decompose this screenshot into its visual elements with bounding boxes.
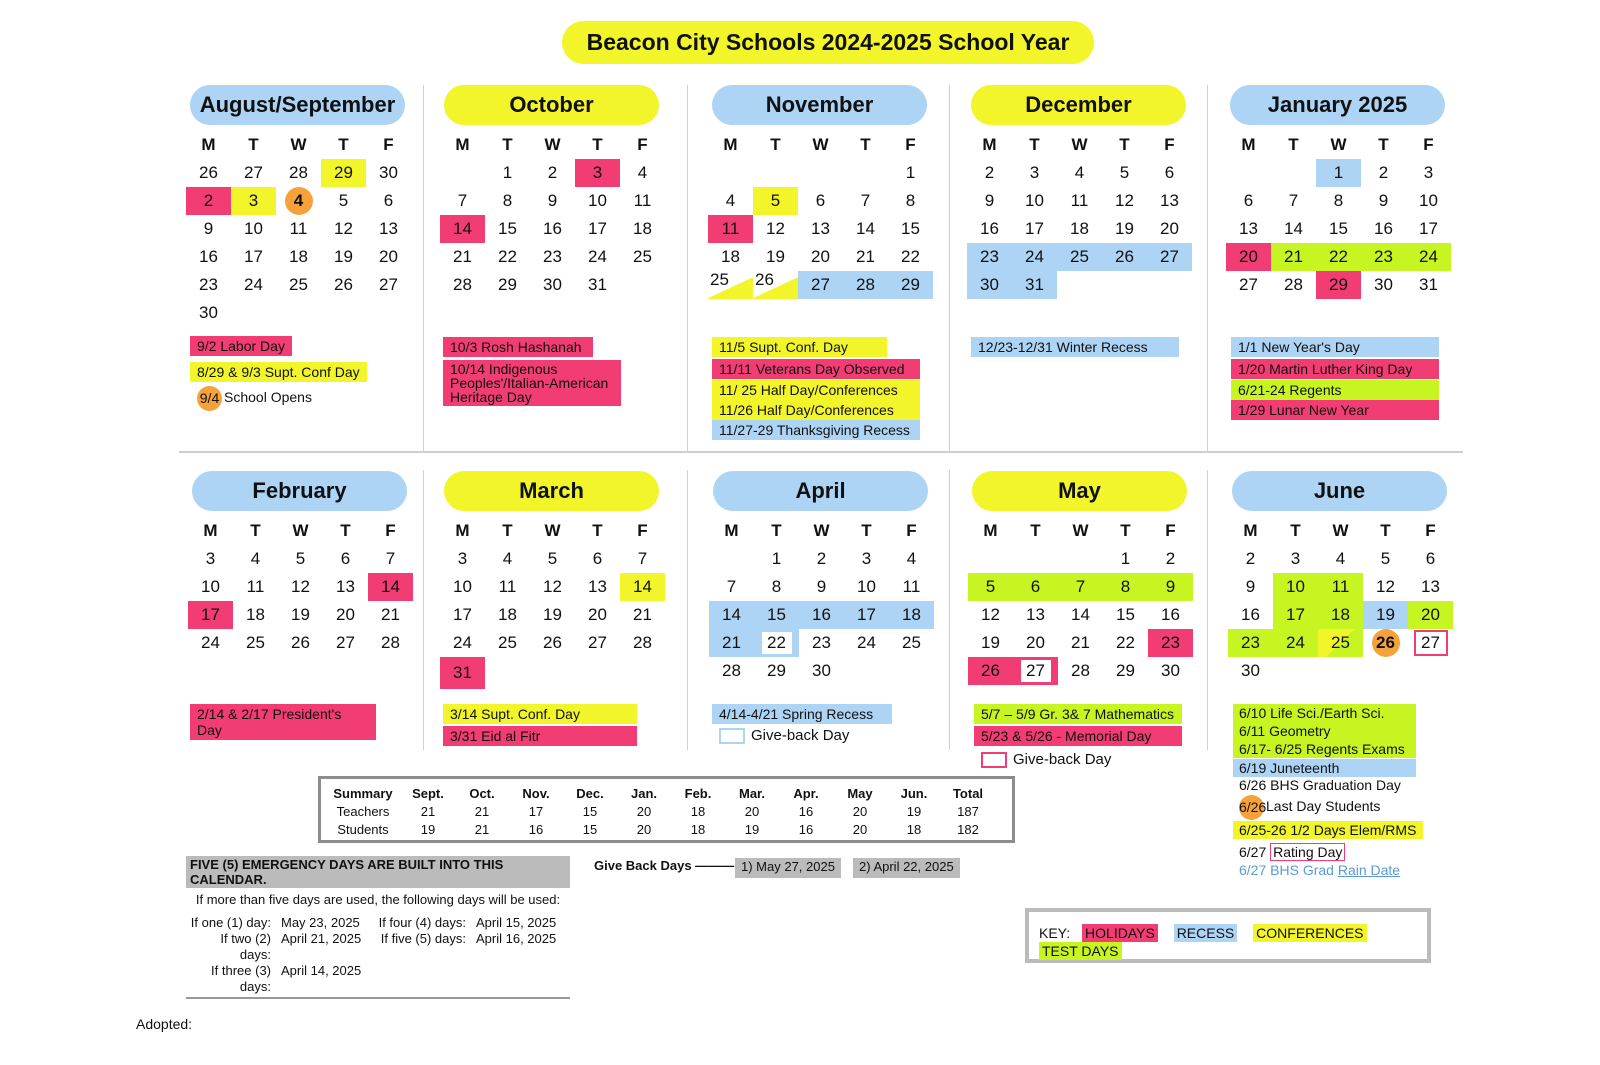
legend-rating-day: 6/27 Rating Day <box>1233 843 1351 861</box>
key-holidays: HOLIDAYS <box>1082 924 1158 942</box>
legend-holiday: 1/29 Lunar New Year <box>1231 400 1439 420</box>
key-label: KEY: <box>1039 925 1071 941</box>
divider <box>949 470 950 750</box>
month-title: February <box>192 471 407 511</box>
month-october <box>440 85 652 299</box>
calendar-grid: M T W T F 1 2 5 6 7 8 9 12 13 14 15 16 19 20 21 22 23 26 27 28 29 30 <box>968 517 1168 685</box>
give-back-label: Give Back Days ——— <box>594 858 735 873</box>
legend-holiday: 10/3 Rosh Hashanah <box>443 337 593 357</box>
calendar-grid: M T W T F 2 3 4 5 6 9 10 11 12 13 16 17 18 19 20 23 24 25 26 27 30 31 <box>967 131 1167 299</box>
legend-conference: 3/14 Supt. Conf. Day <box>443 704 637 724</box>
divider <box>687 85 688 451</box>
legend-holiday: 9/2 Labor Day <box>190 336 292 356</box>
month-title: May <box>972 471 1187 511</box>
legend-holiday: 2/14 & 2/17 President's Day <box>190 704 376 740</box>
legend-test: 6/10 Life Sci./Earth Sci. <box>1233 704 1416 722</box>
legend-conference: 8/29 & 9/3 Supt. Conf Day <box>190 362 367 382</box>
give-back-date-2: 2) April 22, 2025 <box>853 858 960 878</box>
legend-test: 6/21-24 Regents <box>1231 380 1439 400</box>
table-row: Teachers 21 21 17 15 20 18 20 16 20 19 187 <box>336 803 979 819</box>
calendar-grid: M T W T F 1 2 3 6 7 8 9 10 13 14 15 16 17 20 21 22 23 24 27 28 29 30 31 <box>1226 131 1426 299</box>
divider <box>423 470 424 750</box>
legend-holiday: 3/31 Eid al Fitr <box>443 726 637 746</box>
emergency-days <box>186 856 570 999</box>
month-title: April <box>713 471 928 511</box>
legend-recess: 1/1 New Year's Day <box>1231 337 1439 357</box>
legend-conference: 6/25-26 1/2 Days Elem/RMS <box>1233 821 1423 839</box>
key-test-days: TEST DAYS <box>1039 942 1122 960</box>
calendar-grid: M T W T F 3 4 5 6 7 10 11 12 13 14 17 18 19 20 21 24 25 26 27 28 31 <box>440 517 640 689</box>
month-march <box>440 471 652 689</box>
legend-last-day: 6/26Last Day Students <box>1233 794 1386 821</box>
legend-test: 6/17- 6/25 Regents Exams <box>1233 740 1416 758</box>
calendar-grid: M T W T F 2 3 4 5 6 9 10 11 12 13 16 17 18 19 20 23 24 25 26 27 30 <box>1228 517 1428 685</box>
legend-school-opens: 9/4 School Opens <box>190 384 319 413</box>
legend-rain-date: 6/27 BHS Grad Rain Date <box>1239 862 1401 878</box>
calendar-grid: M T W T F 26 27 28 29 30 2 3 4 5 6 9 10 11 12 13 16 17 18 19 20 23 24 25 26 27 30 <box>186 131 386 327</box>
key-recess: RECESS <box>1174 924 1238 942</box>
month-title: December <box>971 85 1186 125</box>
legend-recess: 4/14-4/21 Spring Recess <box>712 704 892 724</box>
summary-table <box>318 776 1015 843</box>
legend-test: 6/11 Geometry <box>1233 722 1416 740</box>
month-title: March <box>444 471 659 511</box>
calendar-grid: M T W T F 1 4 5 6 7 8 11 12 13 14 15 18 19 20 21 22 25 26 27 28 29 <box>708 131 908 299</box>
legend-holiday: 10/14 Indigenous Peoples'/Italian-American Heritage Day <box>443 360 621 406</box>
calendar-grid: M T W T F 3 4 5 6 7 10 11 12 13 14 17 18 19 20 21 24 25 26 27 28 <box>188 517 388 657</box>
key-conferences: CONFERENCES <box>1253 924 1366 942</box>
divider <box>1207 470 1208 750</box>
give-back-date-1: 1) May 27, 2025 <box>735 858 841 878</box>
legend-holiday: 1/20 Martin Luther King Day <box>1231 359 1439 379</box>
emergency-rows: If one (1) day: May 23, 2025 If four (4) days: April 15, 2025 If two (2) days: April 21, 2025 If five (5) days: April 16, 2025 If three (3) days: April 14, 2025 <box>190 915 557 994</box>
divider <box>423 85 424 451</box>
month-november <box>708 85 920 299</box>
legend-test: 5/7 – 5/9 Gr. 3& 7 Mathematics <box>974 704 1182 724</box>
month-title: June <box>1232 471 1447 511</box>
legend-recess: 11/27-29 Thanksgiving Recess <box>712 420 920 440</box>
color-key <box>1025 908 1431 963</box>
table-row: Summary Sept. Oct. Nov. Dec. Jan. Feb. Mar. Apr. May Jun. Total <box>333 785 984 801</box>
month-december <box>967 85 1179 299</box>
emergency-text: If more than five days are used, the following days will be used: <box>195 892 561 907</box>
month-april <box>709 471 921 685</box>
calendar-grid: M T W T F 1 2 3 4 7 8 9 10 11 14 15 16 17 18 21 22 23 24 25 28 29 30 31 <box>440 131 640 299</box>
month-title: January 2025 <box>1230 85 1445 125</box>
legend-recess: 12/23-12/31 Winter Recess <box>971 337 1179 357</box>
legend-graduation: 6/26 BHS Graduation Day <box>1239 777 1401 793</box>
legend-conference: 11/26 Half Day/Conferences <box>712 400 920 420</box>
table-row: Students 19 21 16 15 20 18 19 16 20 18 182 <box>337 821 979 837</box>
legend-give-back: Give-back Day <box>712 726 856 746</box>
emergency-heading: FIVE (5) EMERGENCY DAYS ARE BUILT INTO THIS CALENDAR. <box>186 856 570 888</box>
divider <box>949 85 950 451</box>
month-title: August/September <box>190 85 405 125</box>
divider <box>179 451 1463 453</box>
divider <box>1207 85 1208 451</box>
month-february <box>188 471 400 657</box>
legend-holiday: 11/11 Veterans Day Observed <box>712 359 920 379</box>
month-may <box>968 471 1180 685</box>
legend-conference: 11/5 Supt. Conf. Day <box>712 337 887 357</box>
page-title: Beacon City Schools 2024-2025 School Year <box>562 21 1094 64</box>
month-june <box>1228 471 1440 685</box>
month-title: October <box>444 85 659 125</box>
adopted-label: Adopted: <box>136 1016 193 1032</box>
legend-recess: 6/19 Juneteenth <box>1233 759 1416 777</box>
month-title: November <box>712 85 927 125</box>
legend-conference: 11/ 25 Half Day/Conferences <box>712 380 920 400</box>
calendar-grid: M T W T F 1 2 3 4 7 8 9 10 11 14 15 16 17 18 21 22 23 24 25 28 29 30 <box>709 517 909 685</box>
month-august-september <box>186 85 398 327</box>
legend-holiday: 5/23 & 5/26 - Memorial Day <box>974 726 1182 746</box>
month-january <box>1226 85 1438 299</box>
divider <box>687 470 688 750</box>
legend-give-back: Give-back Day <box>974 750 1118 770</box>
